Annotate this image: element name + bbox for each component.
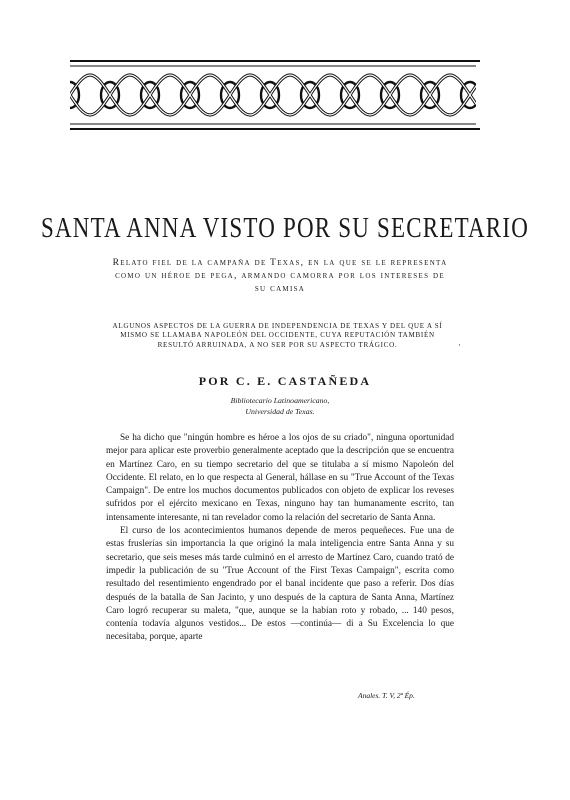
article-body [106,432,454,645]
celtic-knot-ornament-icon [70,62,476,128]
body-paragraph: El curso de los acontecimientos humanos depende de meros pequeñeces. Fue una de estas fruslerías sin importancia la que originó la mala inteligencia entre Santa Anna y su secretario, que seis meses más tarde culminó en el arresto de Martínez Caro, cuando trató de impedir la publicación de su "True Account of the First Texas Campaign", escrita como resultado del resentimiento engendrado por el banal incidente que paso a referir. Dos días después de la batalla de San Jacinto, y uno después de la captura de Santa Anna, Martínez Caro logró recuperar su maleta, "que, aunque se la habían roto y robado, ... 140 pesos, contenía todavía algunos vestidos... De estos —continúa— di a Su Excelencia lo que necesitaba, porque, aparte [106,526,454,643]
author-byline: POR C. E. CASTAÑEDA [198,374,372,388]
article-title: SANTA ANNA VISTO POR SU SECRETARIO [40,212,530,244]
body-paragraph: Se ha dicho que "ningún hombre es héroe a los ojos de su criado", ninguna oportunidad mejor para aplicar este proverbio generalmente aceptado que la descripción que se encuentra en Martínez Caro, en su tiempo secretario del que se titulaba a sí mismo Napoleón del Occidente. El relato, en lo que respecta al General, hállase en su "True Account of the Texas Campaign". De entre los muchos documentos publicados con objeto de explicar los reveses sufridos por el ejército mexicano en Texas, ninguno hay tan humanamente escrito, tan intensamente interesante, ni tan revelador como la relación del secretario de Santa Anna. [106,433,454,523]
author-affiliation [200,396,360,417]
margin-mark: · [458,340,461,350]
page-footer-reference: Anales. T. V, 2ª Ép. [358,691,415,700]
article-subtitle: Relato fiel de la campaña de Texas, en la que se le representa como un héroe de pega, armando camorra por los intereses de su camisa [112,257,448,294]
ornamental-banner [70,60,480,130]
affiliation-line: Universidad de Texas. [245,406,315,416]
epigraph: ALGUNOS ASPECTOS DE LA GUERRA DE INDEPENDENCIA DE TEXAS Y DEL QUE A SÍ MISMO SE LLAMABA NAPOLEÓN DEL OCCIDENTE, CUYA REPUTACIÓN TAMBIÉN RESULTÓ ARRUINADA, A NO SER POR SU ASPECTO TRÁGICO. [112,322,443,349]
affiliation-line: Bibliotecario Latinoamericano, [230,396,330,405]
